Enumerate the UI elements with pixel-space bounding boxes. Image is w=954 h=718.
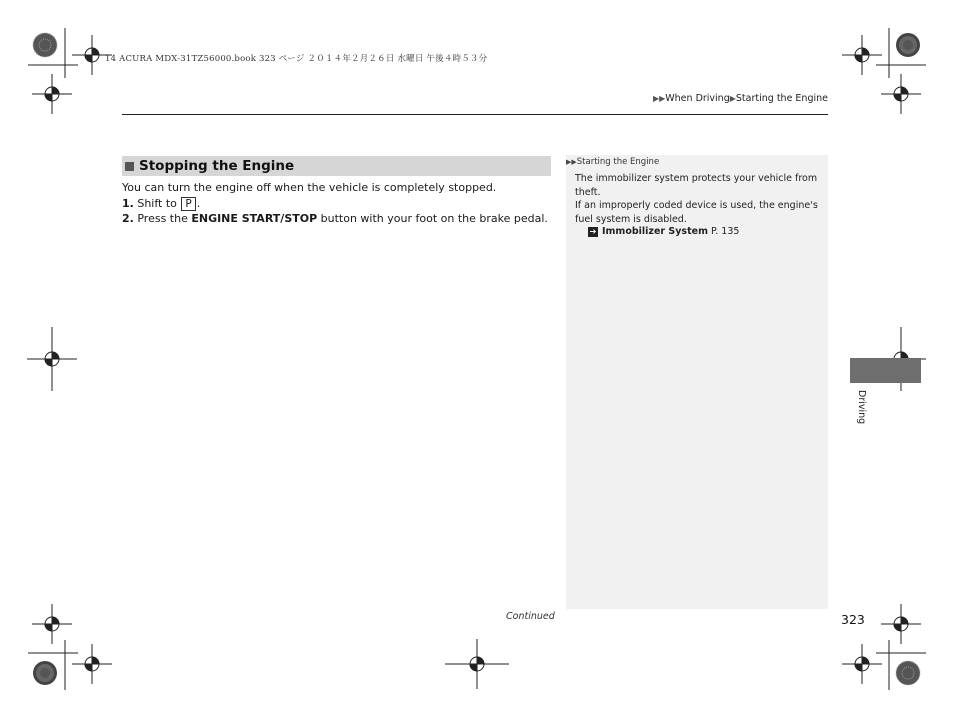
double-arrow-icon: ▶▶ (566, 158, 577, 166)
note-title: ▶▶Starting the Engine (566, 157, 660, 167)
print-header: 14 ACURA MDX-31TZ56000.book 323 ページ ２０１４年２月２６日 水曜日 午後４時５３分 (105, 54, 488, 64)
ref-label: Immobilizer System (602, 226, 708, 237)
step-1 (122, 196, 552, 212)
step-number: 1. (122, 196, 134, 210)
chapter-label: Driving (856, 390, 867, 425)
intro-text: You can turn the engine off when the vehicle is completely stopped. (122, 181, 497, 194)
reference-arrow-icon: ➔ (589, 226, 597, 236)
heading-square-icon (125, 162, 134, 171)
note-line: If an improperly coded device is used, the engine's fuel system is disabled. (575, 200, 818, 225)
step-text: . (196, 196, 201, 210)
breadcrumb (653, 93, 828, 104)
header-rule (122, 114, 828, 115)
step-2 (122, 211, 552, 227)
continued-label: Continued (506, 611, 555, 622)
page-number: 323 (841, 612, 865, 627)
section-heading (122, 156, 551, 176)
breadcrumb-arrow-icon: ▶▶ (652, 94, 666, 103)
section-body (122, 180, 552, 227)
step-number: 2. (122, 212, 134, 225)
step-text: Shift to (137, 196, 181, 210)
ref-page: P. 135 (707, 226, 740, 237)
chapter-tab (850, 358, 921, 383)
note-text (575, 172, 823, 226)
button-name: ENGINE START/STOP (191, 212, 318, 225)
step-text: button with your foot on the brake pedal. (317, 212, 548, 225)
breadcrumb-level2[interactable]: Starting the Engine (735, 93, 828, 104)
breadcrumb-arrow-icon: ▶ (729, 94, 736, 103)
breadcrumb-level1[interactable]: When Driving (665, 93, 730, 104)
park-key-icon: P (181, 197, 195, 211)
section-title: Stopping the Engine (139, 158, 295, 174)
step-text: Press the (137, 212, 192, 225)
cross-reference-link[interactable] (588, 226, 739, 237)
note-line: The immobilizer system protects your vehicle from theft. (575, 173, 818, 198)
